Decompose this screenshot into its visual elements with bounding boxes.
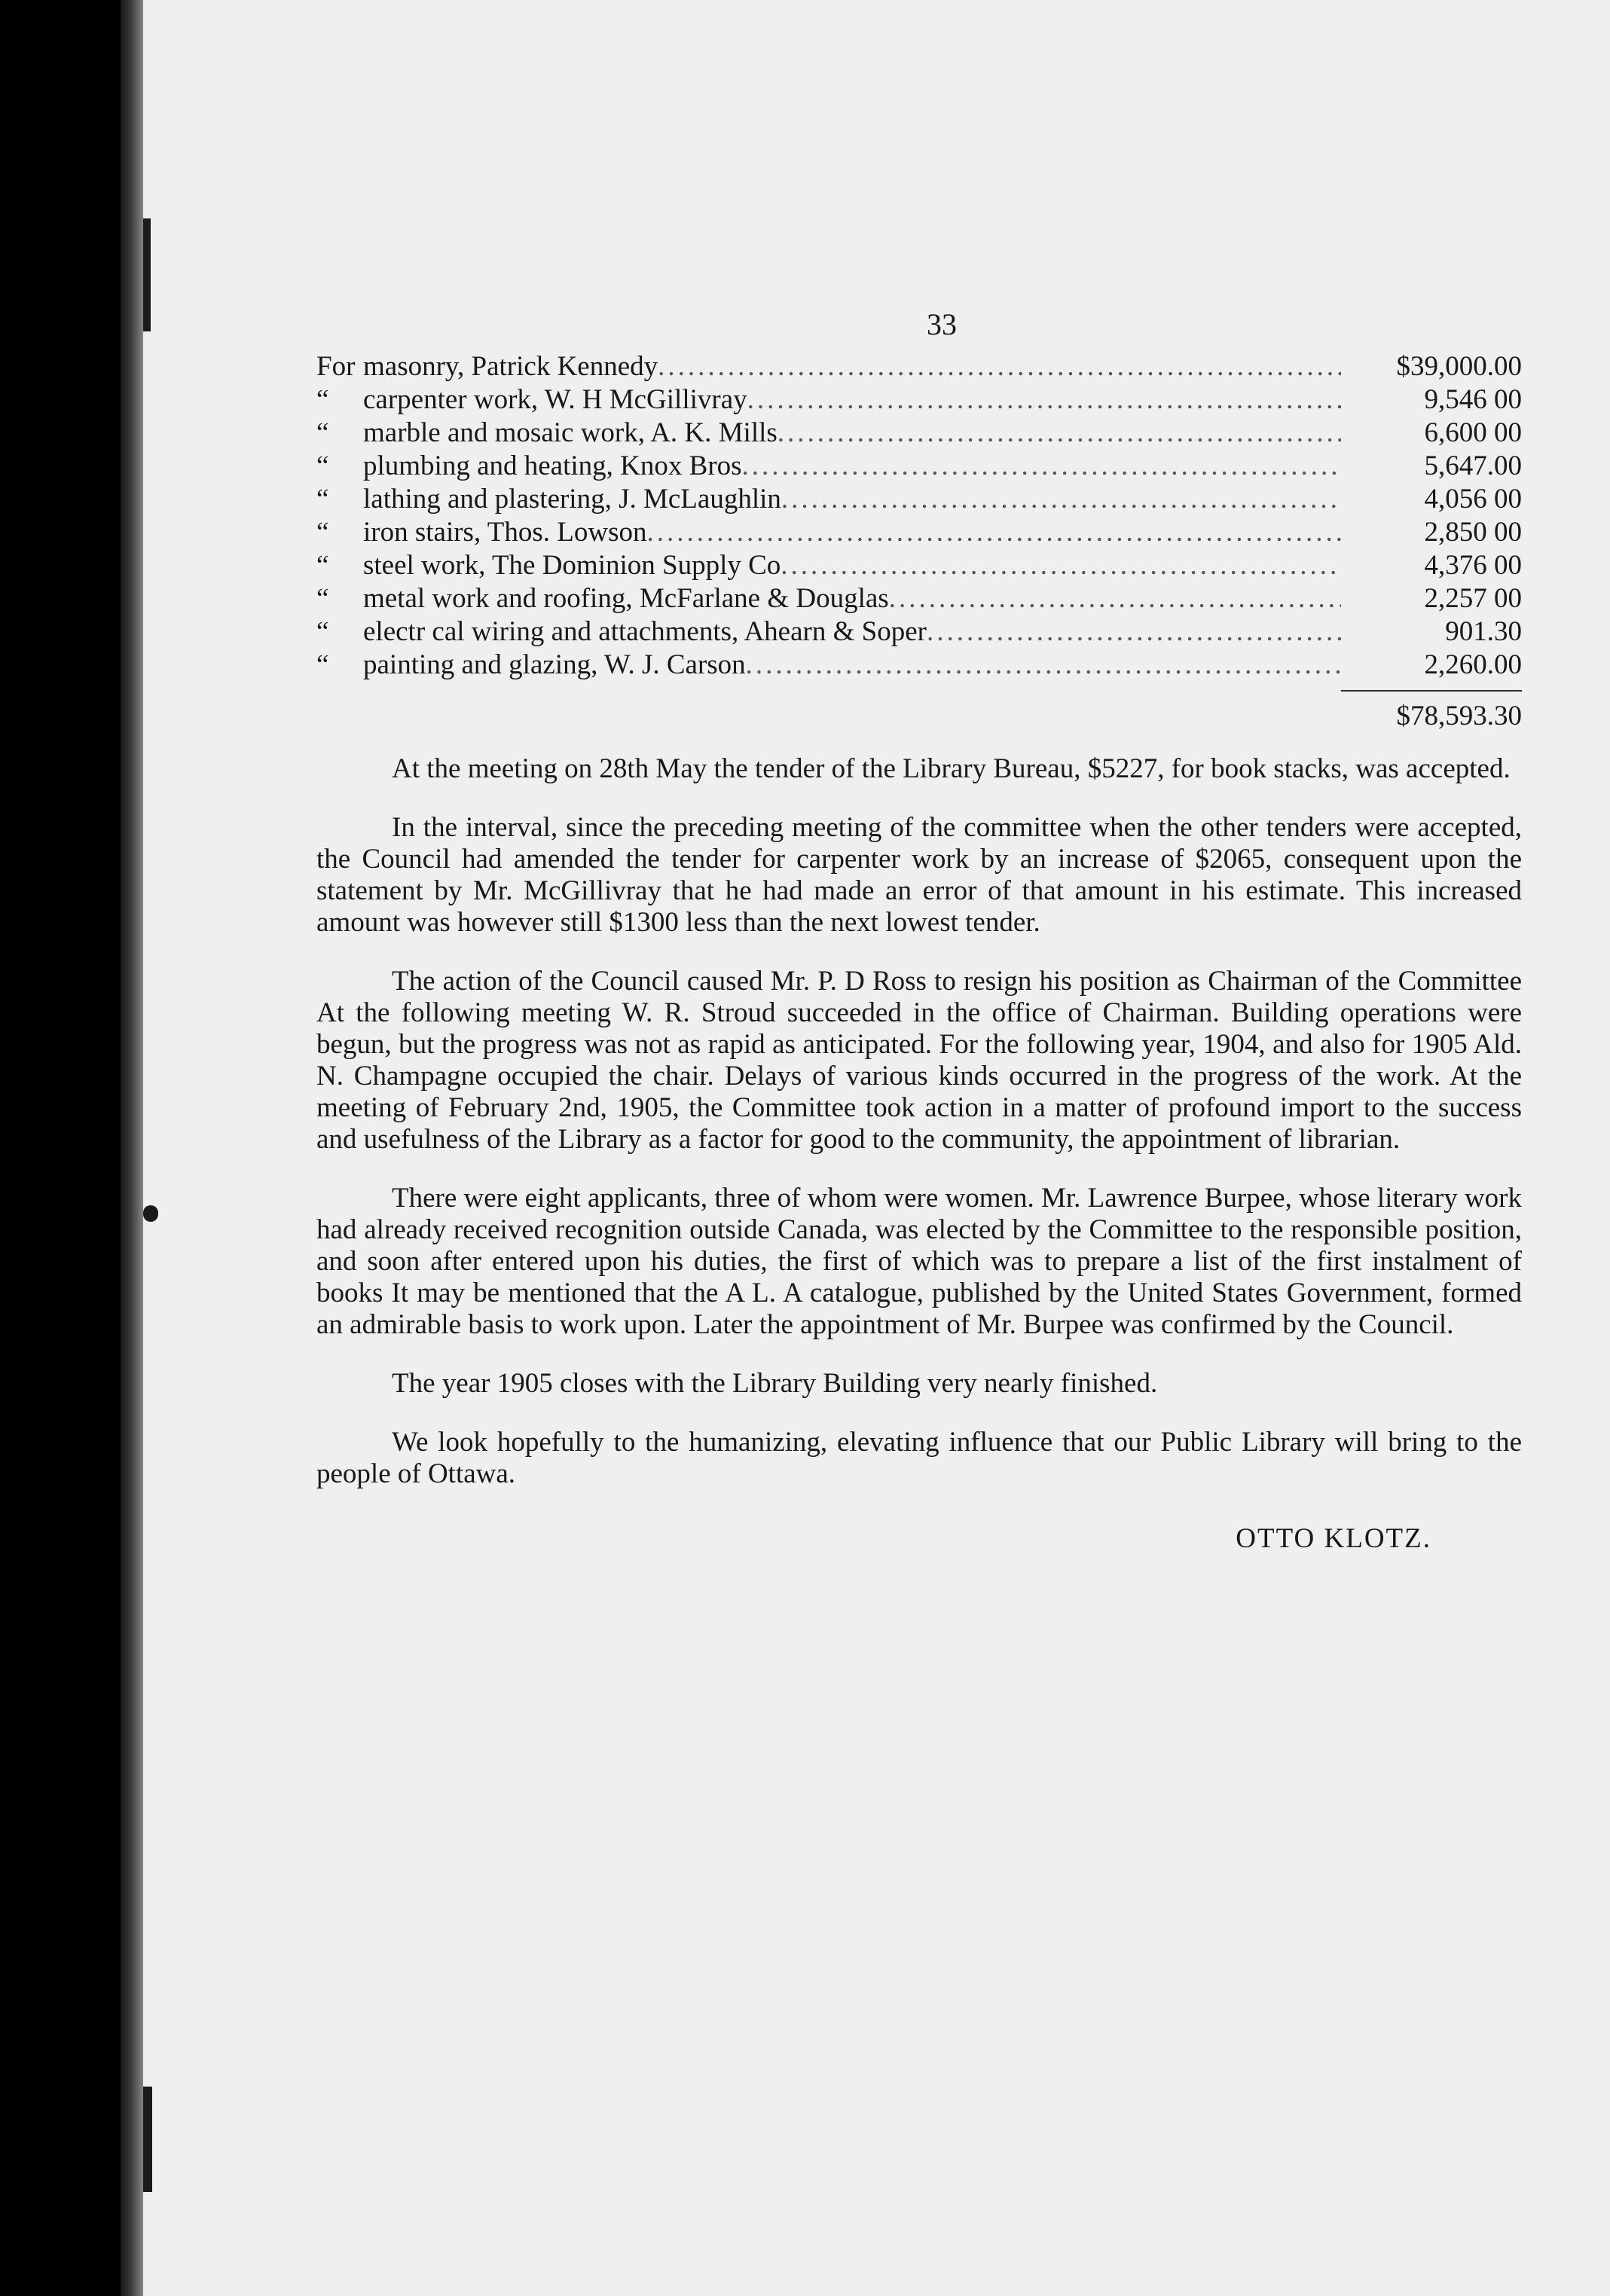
ledger-row	[316, 484, 1522, 517]
paragraph-librarian: There were eight applicants, three of whom were women. Mr. Lawrence Burpee, whose literary work had already received recognition outside Canada, was elected by the Committee to the responsible position, and soon after entered upon his duties, the first of which was to prepare a list of the first instalment of books It may be mentioned that the A L. A catalogue, published by the United States Government, formed an admirable basis to work upon. Later the appointment of Mr. Burpee was confirmed by the Council.	[316, 1183, 1522, 1340]
ledger-total-row	[316, 701, 1522, 732]
margin-mark-bottom	[143, 2087, 152, 2192]
ledger-lead: “	[316, 616, 329, 647]
leader-dots	[781, 484, 1341, 515]
ledger-amount: 6,600 00	[1424, 417, 1522, 448]
ledger-row	[316, 351, 1522, 384]
ledger-rule-row	[316, 690, 1522, 692]
margin-mark-middle	[143, 1205, 158, 1222]
ledger-description: steel work, The Dominion Supply Co	[363, 550, 781, 581]
ledger-description: iron stairs, Thos. Lowson	[363, 517, 647, 548]
leader-dots	[647, 517, 1341, 548]
ledger-lead: “	[316, 450, 329, 481]
paragraph-carpenter-tender: In the interval, since the preceding meeting of the committee when the other tenders were accepted, the Council had amended the tender for carpenter work by an increase of $2065, consequent upon the statement by Mr. McGillivray that he had made an error of that amount in his estimate. This increased amount was however still $1300 less than the next lowest tender.	[316, 812, 1522, 938]
ledger-lead: “	[316, 384, 329, 415]
leader-dots	[658, 351, 1341, 383]
ledger-row	[316, 616, 1522, 649]
ledger-lead: “	[316, 517, 329, 548]
ledger-row	[316, 384, 1522, 417]
leader-dots	[742, 450, 1341, 482]
ledger-lead: “	[316, 417, 329, 448]
ledger-amount: $39,000.00	[1396, 351, 1522, 382]
margin-mark-top	[143, 218, 151, 331]
leader-dots	[889, 583, 1341, 615]
ledger-lead: “	[316, 484, 329, 514]
ledger-row	[316, 550, 1522, 583]
ledger-row	[316, 517, 1522, 550]
ledger-description: metal work and roofing, McFarlane & Douglas	[363, 583, 889, 614]
ledger-amount: 4,376 00	[1424, 550, 1522, 581]
paragraph-closing: We look hopefully to the humanizing, elevating influence that our Public Library will bring to the people of Ottawa.	[316, 1427, 1522, 1489]
ledger-row	[316, 450, 1522, 484]
ledger-description: electr cal wiring and attachments, Ahearn & Soper	[363, 616, 927, 647]
leader-dots	[778, 417, 1341, 449]
total-rule	[1341, 690, 1522, 692]
paragraph-building-finished: The year 1905 closes with the Library Building very nearly finished.	[392, 1368, 1158, 1399]
ledger-row	[316, 649, 1522, 682]
ledger-lead: “	[316, 583, 329, 614]
document-page	[143, 0, 1610, 2296]
ledger-amount: 2,260.00	[1424, 649, 1522, 680]
ledger-description: marble and mosaic work, A. K. Mills	[363, 417, 778, 448]
page-number: 33	[927, 307, 957, 341]
ledger-description: painting and glazing, W. J. Carson	[363, 649, 746, 680]
ledger-description: lathing and plastering, J. McLaughlin	[363, 484, 781, 514]
expense-ledger	[316, 351, 1522, 732]
ledger-lead: For	[316, 351, 356, 382]
ledger-amount: 2,257 00	[1424, 583, 1522, 614]
ledger-lead: “	[316, 550, 329, 581]
ledger-amount: 4,056 00	[1424, 484, 1522, 514]
ledger-amount: 2,850 00	[1424, 517, 1522, 548]
ledger-total: $78,593.30	[1396, 701, 1522, 731]
paragraph-book-stacks: At the meeting on 28th May the tender of the Library Bureau, $5227, for book stacks, was accepted.	[392, 753, 1511, 784]
ledger-amount: 9,546 00	[1424, 384, 1522, 415]
ledger-description: masonry, Patrick Kennedy	[363, 351, 658, 382]
leader-dots	[781, 550, 1341, 582]
leader-dots	[927, 616, 1341, 648]
ledger-lead: “	[316, 649, 329, 680]
ledger-row	[316, 417, 1522, 450]
ledger-row	[316, 583, 1522, 616]
ledger-description: plumbing and heating, Knox Bros	[363, 450, 742, 481]
signature: OTTO KLOTZ.	[1236, 1523, 1431, 1554]
ledger-amount: 901.30	[1445, 616, 1522, 647]
ledger-amount: 5,647.00	[1424, 450, 1522, 481]
leader-dots	[747, 384, 1341, 416]
ledger-description: carpenter work, W. H McGillivray	[363, 384, 747, 415]
page-content	[316, 309, 1522, 1555]
paragraph-chairman: The action of the Council caused Mr. P. D Ross to resign his position as Chairman of the Committee At the following meeting W. R. Stroud succeeded in the office of Chairman. Building operations were begun, but the progress was not as rapid as anticipated. For the following year, 1904, and also for 1905 Ald. N. Champagne occupied the chair. Delays of various kinds occurred in the progress of the work. At the meeting of February 2nd, 1905, the Committee took action in a matter of profound import to the success and usefulness of the Library as a factor for good to the community, the appointment of librarian.	[316, 966, 1522, 1155]
leader-dots	[746, 649, 1341, 681]
